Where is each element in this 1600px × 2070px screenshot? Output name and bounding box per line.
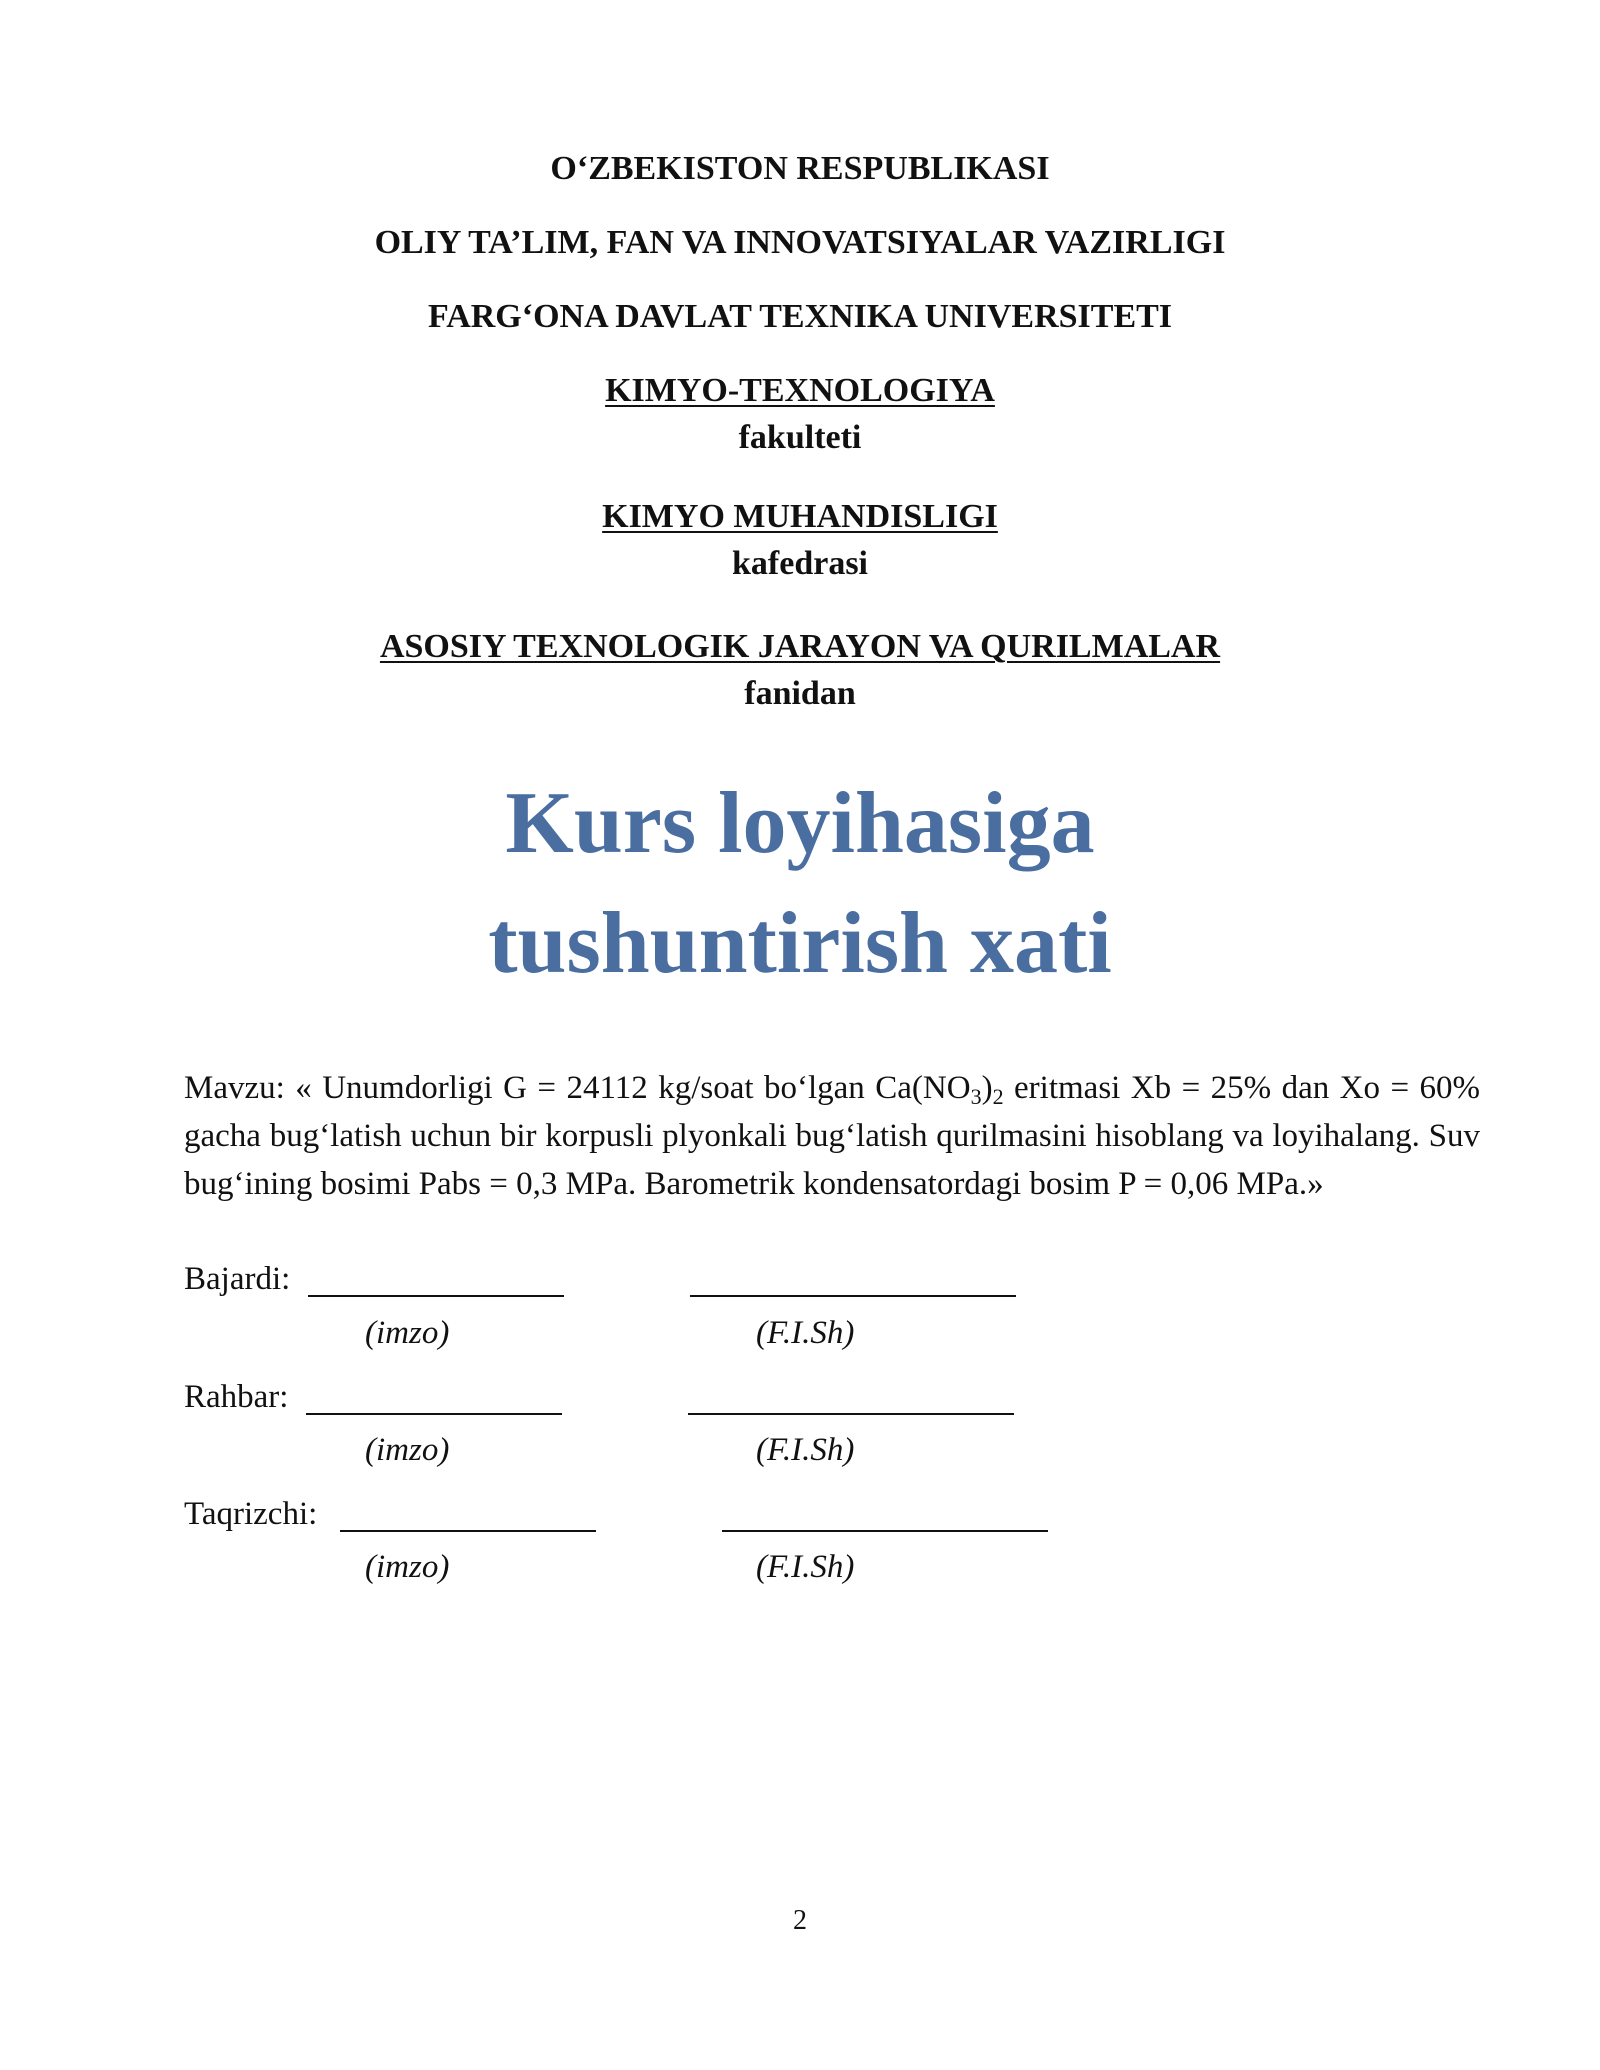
performer-name-hint: (F.I.Sh) [756, 1315, 855, 1351]
reviewer-name-hint: (F.I.Sh) [756, 1549, 855, 1585]
supervisor-signature-hint: (imzo) [365, 1432, 450, 1468]
reviewer-name-line[interactable] [722, 1530, 1048, 1532]
performer-signature-line[interactable] [308, 1295, 564, 1297]
faculty-suffix: fakulteti [738, 419, 862, 456]
faculty-name [0, 370, 1600, 412]
performer-signature-hint: (imzo) [365, 1315, 450, 1351]
country-heading: O‘ZBEKISTON RESPUBLIKASI [550, 150, 1050, 187]
topic-subscript-2: 2 [992, 1084, 1004, 1109]
performer-name-line[interactable] [690, 1295, 1016, 1297]
supervisor-label: Rahbar: [184, 1379, 289, 1415]
university-heading: FARG‘ONA DAVLAT TEXNIKA UNIVERSITETI [427, 298, 1173, 335]
page-number: 2 [793, 1905, 807, 1936]
reviewer-signature-line[interactable] [340, 1530, 596, 1532]
topic-text-2: ) [981, 1070, 993, 1106]
topic-text-3: eritmasi Xb = 25% dan Xo = 60% gacha bug‘latish uchun bir korpusli plyonkali bug‘latish qurilmasini hisoblang va loyihalang. Suv bug‘ining bosimi Pabs = 0,3 MPa. Barometrik kondensatordagi bosim P = 0,06 MPa.» [184, 1070, 1480, 1202]
ministry-heading: OLIY TA’LIM, FAN VA INNOVATSIYALAR VAZIRLIGI [374, 224, 1226, 261]
department-name-text: KIMYO MUHANDISLIGI [602, 498, 998, 535]
department-name [0, 496, 1600, 538]
faculty-name-text: KIMYO-TEXNOLOGIYA [605, 372, 995, 409]
department-suffix: kafedrasi [732, 545, 868, 582]
document-title-line1: Kurs loyihasiga [505, 775, 1095, 872]
subject-suffix: fanidan [744, 675, 856, 712]
topic-subscript-1: 3 [970, 1084, 982, 1109]
performer-label: Bajardi: [184, 1261, 291, 1297]
document-title-line2: tushuntirish xati [488, 895, 1112, 992]
topic-text-1: Mavzu: « Unumdorligi G = 24112 kg/soat bo‘lgan Ca(NO [184, 1070, 971, 1106]
supervisor-signature-line[interactable] [306, 1413, 562, 1415]
supervisor-name-line[interactable] [688, 1413, 1014, 1415]
topic-paragraph [184, 1064, 1480, 1208]
subject-name [0, 626, 1600, 668]
reviewer-signature-hint: (imzo) [365, 1549, 450, 1585]
subject-name-text: ASOSIY TEXNOLOGIK JARAYON VA QURILMALAR [379, 628, 1221, 665]
supervisor-name-hint: (F.I.Sh) [756, 1432, 855, 1468]
reviewer-label: Taqrizchi: [184, 1496, 318, 1532]
